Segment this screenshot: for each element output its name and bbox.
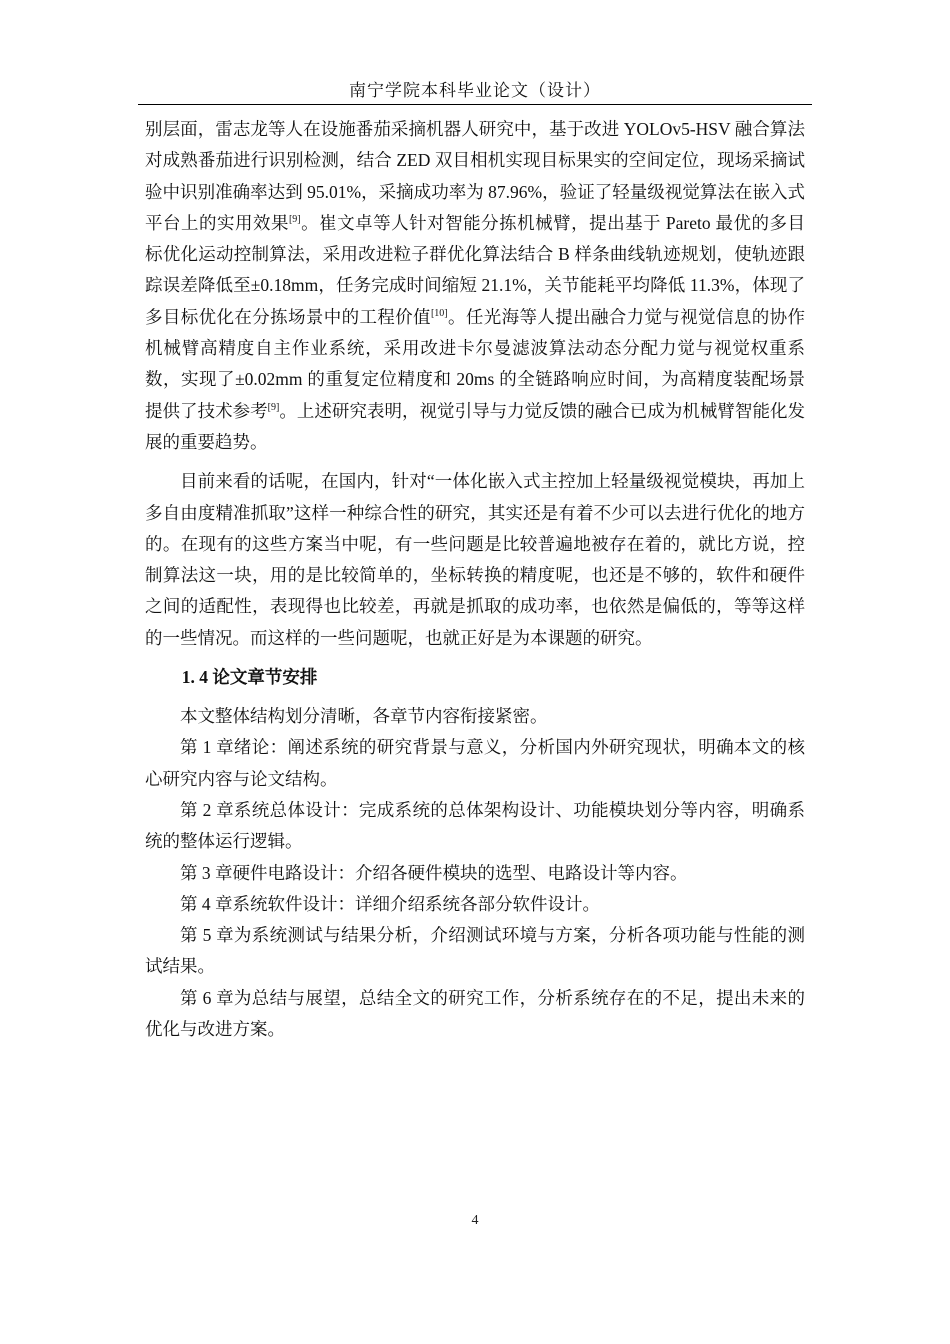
paragraph-gap — [145, 693, 805, 701]
text-run: 。崔文卓等人针对智能分拣机械臂，提出基于 Pareto 最优的多目标优化运动控制算法，采用改进粒子群优化算法结合 B 样条曲线轨迹规划，使轨迹跟踪误差降低至±0.18mm，任务完成时间缩短 21.1%，关节能耗平均降低 11.3%，体现了多目标优化在分拣场景中的工程价值 — [145, 212, 805, 327]
chapter-3-description: 第 3 章硬件电路设计：介绍各硬件模块的选型、电路设计等内容。 — [180, 862, 688, 883]
paragraph-domestic-status: 目前来看的话呢，在国内，针对“一体化嵌入式主控加上轻量级视觉模块，再加上多自由度精准抓取”这样一种综合性的研究，其实还是有着不少可以去进行优化的地方的。在现有的这些方案当中呢，有一些问题是比较普遍地被存在着的，就比方说，控制算法这一块，用的是比较简单的，坐标转换的精度呢，也还是不够的，软件和硬件之间的适配性，表现得也比较差，再就是抓取的成功率，也依然是偏低的，等等这样的一些情况。而这样的一些问题呢，也就正好是为本课题的研究。 — [145, 471, 805, 648]
text-run: 。上述研究表明，视觉引导与力觉反馈的融合已成为机械臂智能化发展的重要趋势。 — [145, 400, 805, 452]
header-rule — [138, 104, 812, 105]
chapter-5-description: 第 5 章为系统测试与结果分析，介绍测试环境与方案，分析各项功能与性能的测试结果。 — [145, 925, 805, 977]
text-run: 别层面，雷志龙等人在设施番茄采摘机器人研究中，基于改进 YOLOv5-HSV 融合算法对成熟番茄进行识别检测，结合 ZED 双目相机实现目标果实的空间定位，现场采摘试验中识别准确率达到 95.01%，采摘成功率为 87.96%，验证了轻量级视觉算法在嵌入式平台上的实用效果 — [145, 119, 805, 233]
running-header: 南宁学院本科毕业论文（设计） — [349, 81, 601, 101]
text-run: 。任光海等人提出融合力觉与视觉信息的协作机械臂高精度自主作业系统，采用改进卡尔曼滤波算法动态分配力觉与视觉权重系数，实现了±0.02mm 的重复定位精度和 20ms 的全链路响应时间，为高精度装配场景提供了技术参考 — [145, 306, 806, 421]
chapter-2-description: 第 2 章系统总体设计：完成系统的总体架构设计、功能模块划分等内容，明确系统的整体运行逻辑。 — [145, 799, 805, 852]
chapter-4-description: 第 4 章系统软件设计：详细介绍系统各部分软件设计。 — [180, 893, 600, 914]
citation: [9] — [267, 401, 280, 413]
citation: [10] — [430, 307, 448, 319]
paragraph-related-work — [145, 114, 805, 458]
chapter-intro: 本文整体结构划分清晰，各章节内容衔接紧密。 — [180, 706, 548, 727]
chapter-1-description: 第 1 章绪论：阐述系统的研究背景与意义，分析国内外研究现状，明确本文的核心研究内容与论文结构。 — [145, 737, 805, 789]
paragraph-gap — [145, 458, 805, 466]
body-text — [145, 114, 805, 1045]
section-heading: 1. 4 论文章节安排 — [181, 667, 318, 688]
citation: [9] — [288, 214, 301, 226]
chapter-6-description: 第 6 章为总结与展望，总结全文的研究工作，分析系统存在的不足，提出未来的优化与改进方案。 — [145, 987, 805, 1040]
page-number: 4 — [471, 1213, 479, 1228]
paragraph-gap — [145, 654, 805, 662]
